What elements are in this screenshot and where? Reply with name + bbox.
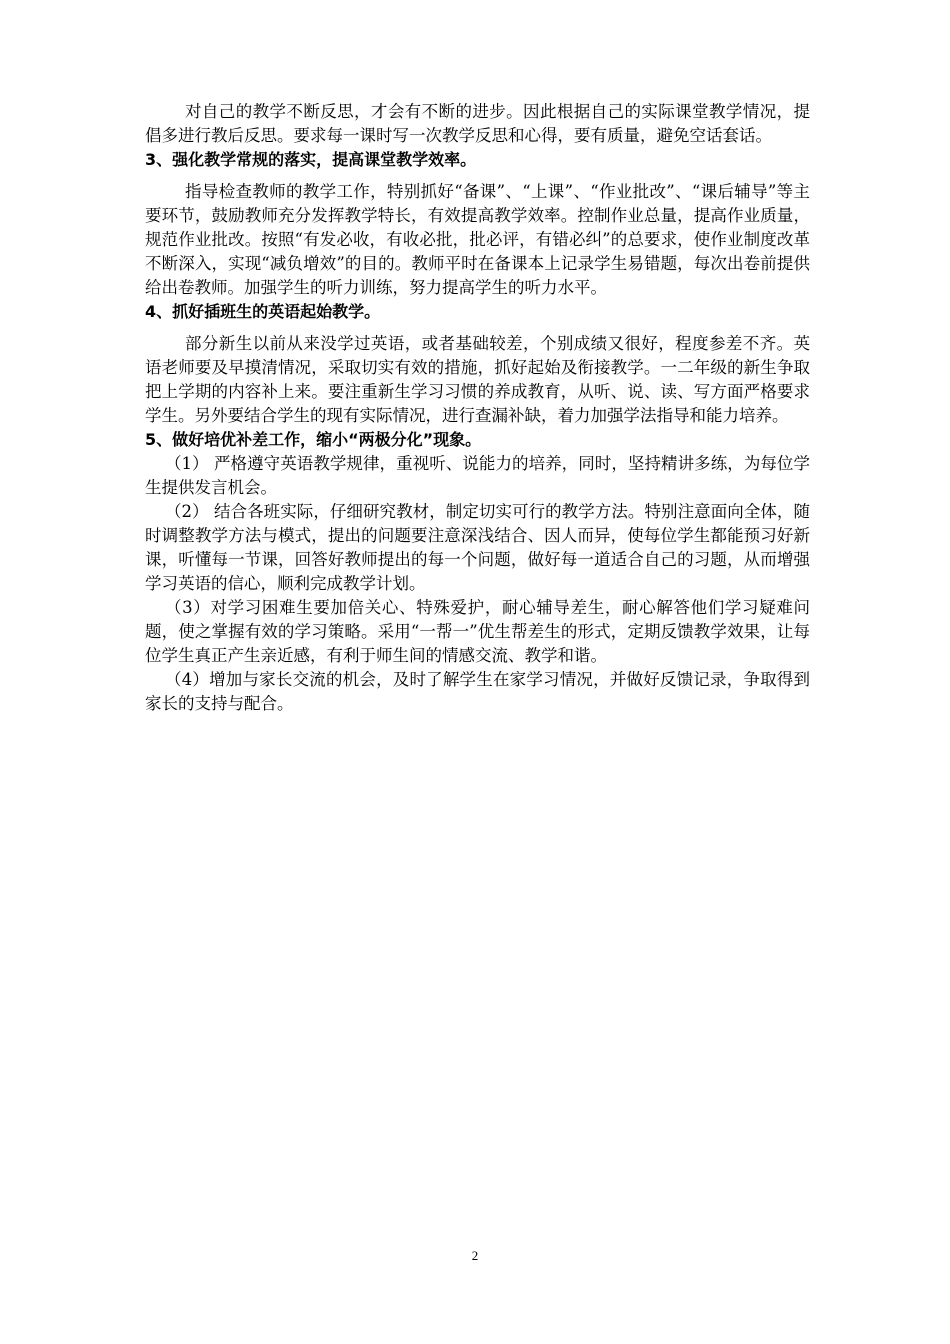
paragraph-reflection: 对自己的教学不断反思，才会有不断的进步。因此根据自己的实际课堂教学情况，提倡多进行教后反思。要求每一课时写一次教学反思和心得，要有质量，避免空话套话。 bbox=[145, 102, 810, 145]
section-heading-3: 3、强化教学常规的落实，提高课堂教学效率。 bbox=[145, 150, 477, 169]
paragraph-new-students: 部分新生以前从来没学过英语，或者基础较差，个别成绩又很好，程度参差不齐。英语老师要及早摸清情况，采取切实有效的措施，抓好起始及衔接教学。一二年级的新生争取把上学期的内容补上来。要注重新生学习习惯的养成教育，从听、说、读、写方面严格要求学生。另外要结合学生的现有实际情况，进行查漏补缺，着力加强学法指导和能力培养。 bbox=[145, 334, 810, 425]
page-number: 2 bbox=[471, 1248, 479, 1263]
list-item-4: （4）增加与家长交流的机会，及时了解学生在家学习情况，并做好反馈记录，争取得到家长的支持与配合。 bbox=[145, 670, 810, 713]
section-heading-5: 5、做好培优补差工作，缩小“两极分化”现象。 bbox=[145, 430, 482, 449]
list-item-1: （1） 严格遵守英语教学规律，重视听、说能力的培养，同时，坚持精讲多练，为每位学生提供发言机会。 bbox=[145, 454, 810, 497]
document-body bbox=[145, 100, 810, 716]
list-item-2: （2） 结合各班实际，仔细研究教材，制定切实可行的教学方法。特别注意面向全体，随时调整教学方法与模式，提出的问题要注意深浅结合、因人而异，使每位学生都能预习好新课，听懂每一节课，回答好教师提出的每一个问题，做好每一道适合自己的习题，从而增强学习英语的信心，顺利完成教学计划。 bbox=[145, 502, 810, 593]
section-heading-4: 4、抓好插班生的英语起始教学。 bbox=[145, 302, 381, 321]
paragraph-teaching-routine: 指导检查教师的教学工作，特别抓好“备课”、“上课”、“作业批改”、“课后辅导”等主要环节，鼓励教师充分发挥教学特长，有效提高教学效率。控制作业总量，提高作业质量，规范作业批改。按照“有发必收，有收必批，批必评，有错必纠”的总要求，使作业制度改革不断深入，实现“减负增效”的目的。教师平时在备课本上记录学生易错题，每次出卷前提供给出卷教师。加强学生的听力训练，努力提高学生的听力水平。 bbox=[145, 182, 810, 297]
list-item-3: （3）对学习困难生要加倍关心、特殊爱护，耐心辅导差生，耐心解答他们学习疑难问题，使之掌握有效的学习策略。采用“一帮一”优生帮差生的形式，定期反馈教学效果，让每位学生真正产生亲近感，有利于师生间的情感交流、教学和谐。 bbox=[145, 598, 810, 665]
